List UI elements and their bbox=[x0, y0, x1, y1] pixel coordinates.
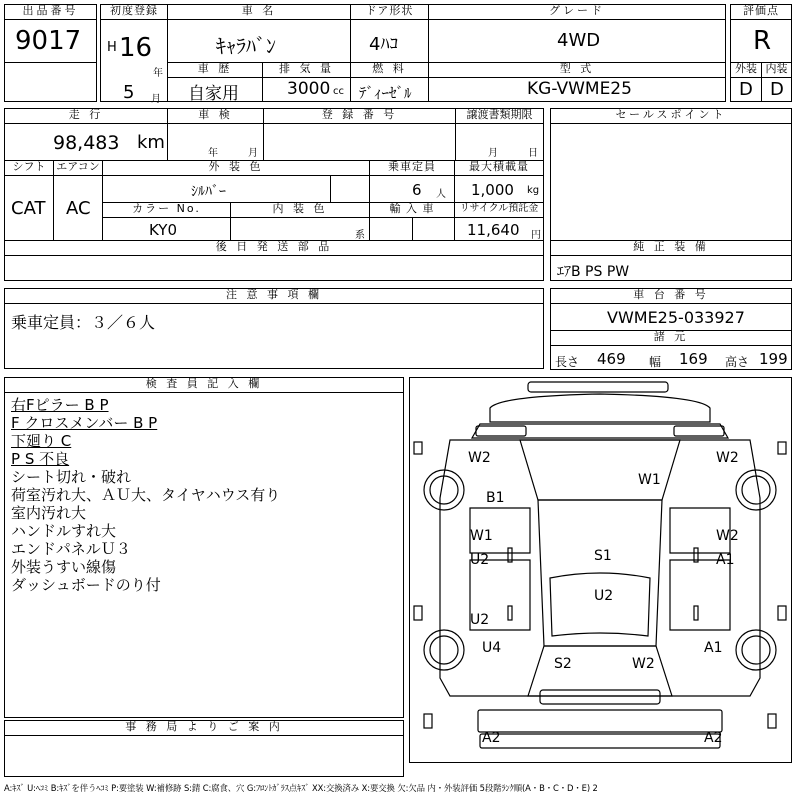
transfer-label: 譲渡書類期限 bbox=[455, 108, 544, 124]
inspector-note: シート切れ・破れ bbox=[11, 468, 132, 486]
genuine-label: 純 正 装 備 bbox=[550, 240, 792, 256]
recycle-label: リサイクル預託金 bbox=[454, 202, 544, 218]
mark-w2-top-left: W2 bbox=[468, 450, 491, 466]
length-label: 長さ bbox=[555, 355, 580, 369]
mark-s2: S2 bbox=[554, 656, 572, 672]
reg-year: 16 bbox=[119, 33, 153, 63]
mileage: 98,483 bbox=[53, 132, 120, 154]
exterior-score: D bbox=[739, 79, 753, 100]
fuel-label: 燃 料 bbox=[350, 62, 429, 78]
car-outline-drawing bbox=[410, 378, 791, 762]
mileage-label: 走 行 bbox=[4, 108, 168, 124]
model-cell bbox=[428, 77, 726, 102]
car-name: ｷｬﾗﾊﾞﾝ bbox=[216, 34, 276, 58]
car-name-cell bbox=[167, 19, 351, 63]
int-color-cell bbox=[230, 217, 370, 241]
recycle-unit: 円 bbox=[531, 230, 541, 241]
mileage-unit: km bbox=[137, 132, 165, 153]
year-unit: 年 bbox=[153, 68, 163, 79]
mileage-cell bbox=[4, 123, 168, 161]
lot-no-blank bbox=[4, 62, 97, 102]
door-cell bbox=[350, 19, 429, 63]
height: 199 bbox=[759, 350, 788, 368]
ext-color-cell-2 bbox=[330, 175, 370, 203]
displacement-cell bbox=[262, 77, 351, 102]
genuine-cell bbox=[550, 255, 792, 281]
first-reg-label: 初度登録 bbox=[100, 4, 168, 20]
history: 自家用 bbox=[188, 84, 239, 104]
dims-label: 諸 元 bbox=[550, 330, 792, 346]
capacity-label: 乗車定員 bbox=[369, 160, 455, 176]
notes-text: 乗車定員：３／６人 bbox=[11, 313, 156, 332]
mark-u2-center: U2 bbox=[594, 588, 614, 604]
mark-u2-left-2: U2 bbox=[470, 612, 490, 628]
sales-point-label: セールスポイント bbox=[550, 108, 792, 124]
first-reg-cell bbox=[100, 19, 168, 105]
import-cell-2 bbox=[412, 217, 455, 241]
later-parts-cell bbox=[4, 255, 544, 281]
inspector-note: 荷室汚れ大、ＡＵ大、タイヤハウス有り bbox=[11, 486, 281, 504]
reg-month: 5 bbox=[123, 82, 135, 103]
insp-month-unit: 月 bbox=[248, 148, 258, 159]
vehicle-damage-diagram bbox=[409, 377, 792, 763]
car-name-label: 車 名 bbox=[167, 4, 351, 20]
model-label: 型 式 bbox=[428, 62, 726, 78]
mark-a2-left: A2 bbox=[482, 730, 501, 746]
exterior-cell bbox=[730, 77, 762, 102]
color-no-cell bbox=[102, 217, 231, 241]
inspector-note: 室内汚れ大 bbox=[11, 504, 87, 522]
displacement: 3000 bbox=[287, 79, 331, 99]
inspector-note: F クロスメンバー B P bbox=[11, 414, 158, 432]
inspector-note: 外装うすい線傷 bbox=[11, 558, 117, 576]
door-type: 4ﾊｺ bbox=[369, 34, 399, 55]
import-cell-1 bbox=[369, 217, 413, 241]
dims-cell bbox=[550, 345, 792, 370]
int-color-label: 内 装 色 bbox=[230, 202, 370, 218]
displacement-label: 排 気 量 bbox=[262, 62, 351, 78]
inspection-cell bbox=[167, 123, 264, 161]
lot-no-cell bbox=[4, 19, 97, 63]
color-no: KY0 bbox=[149, 221, 178, 239]
shift: CAT bbox=[11, 198, 46, 219]
ac-label: エアコン bbox=[53, 160, 103, 176]
chassis-label: 車 台 番 号 bbox=[550, 288, 792, 304]
recycle-deposit: 11,640 bbox=[467, 221, 520, 239]
grade-cell bbox=[428, 19, 726, 63]
capacity-unit: 人 bbox=[436, 189, 446, 200]
month-unit: 月 bbox=[151, 94, 161, 105]
grade-label: グレード bbox=[428, 4, 726, 20]
office-label: 事 務 局 よ り ご 案 内 bbox=[4, 720, 404, 736]
transfer-month-unit: 月 bbox=[488, 148, 498, 159]
mark-u4: U4 bbox=[482, 640, 502, 656]
mark-w2-right: W2 bbox=[716, 528, 739, 544]
height-label: 高さ bbox=[725, 355, 750, 369]
width-label: 幅 bbox=[649, 355, 662, 369]
lot-no-label: 出品番号 bbox=[4, 4, 97, 20]
inspector-cell bbox=[4, 392, 404, 718]
fuel: ﾃﾞｨｰｾﾞﾙ bbox=[359, 84, 412, 102]
reg-no-label: 登 録 番 号 bbox=[263, 108, 456, 124]
mark-s1: S1 bbox=[594, 548, 612, 564]
grade: 4WD bbox=[557, 30, 601, 51]
sales-point-cell bbox=[550, 123, 792, 241]
displacement-unit: cc bbox=[333, 86, 344, 97]
score: R bbox=[753, 26, 772, 56]
mark-a1-right-1: A1 bbox=[716, 552, 735, 568]
mark-w1-left: W1 bbox=[470, 528, 493, 544]
inspector-note: ハンドルすれ大 bbox=[11, 522, 117, 540]
max-load-label: 最大積載量 bbox=[454, 160, 544, 176]
fuel-cell bbox=[350, 77, 429, 102]
score-label: 評価点 bbox=[730, 4, 792, 20]
mark-w1-top: W1 bbox=[638, 472, 661, 488]
import-label: 輸 入 車 bbox=[369, 202, 455, 218]
ext-color: ｼﾙﾊﾞｰ bbox=[191, 184, 226, 200]
office-cell bbox=[4, 735, 404, 777]
history-cell bbox=[167, 77, 263, 102]
transfer-cell bbox=[455, 123, 544, 161]
history-label: 車 歴 bbox=[167, 62, 263, 78]
inspector-label: 検 査 員 記 入 欄 bbox=[4, 377, 404, 393]
transfer-day-unit: 日 bbox=[528, 148, 538, 159]
interior-label: 内装 bbox=[761, 62, 792, 78]
capacity: 6 bbox=[412, 181, 422, 199]
lot-no: 9017 bbox=[15, 26, 82, 56]
shift-label: シフト bbox=[4, 160, 54, 176]
inspector-note: ダッシュボードのり付 bbox=[11, 576, 161, 594]
ac-cell bbox=[53, 175, 103, 241]
inspector-note: P S 不良 bbox=[11, 450, 70, 468]
interior-cell bbox=[761, 77, 792, 102]
genuine-equipment: ｴｱB PS PW bbox=[557, 264, 630, 280]
max-load: 1,000 bbox=[471, 181, 514, 199]
inspector-note: 下廻り C bbox=[11, 432, 72, 450]
chassis-no: VWME25-033927 bbox=[607, 308, 745, 327]
color-no-label: カラー No. bbox=[102, 202, 231, 218]
shift-cell bbox=[4, 175, 54, 241]
mark-a1-right-2: A1 bbox=[704, 640, 723, 656]
inspection-label: 車 検 bbox=[167, 108, 264, 124]
later-parts-label: 後 日 発 送 部 品 bbox=[4, 240, 544, 256]
chassis-cell bbox=[550, 303, 792, 331]
mark-w2-bottom: W2 bbox=[632, 656, 655, 672]
recycle-cell bbox=[454, 217, 544, 241]
inspector-notes bbox=[11, 396, 399, 594]
mark-b1: B1 bbox=[486, 490, 505, 506]
inspector-note: エンドパネルＵ３ bbox=[11, 540, 131, 558]
width: 169 bbox=[679, 350, 708, 368]
reg-no-cell bbox=[263, 123, 456, 161]
insp-year-unit: 年 bbox=[208, 148, 218, 159]
capacity-cell bbox=[369, 175, 455, 203]
header-section bbox=[4, 4, 792, 105]
exterior-label: 外装 bbox=[730, 62, 762, 78]
int-color-unit: 系 bbox=[355, 230, 365, 241]
ac: AC bbox=[66, 198, 91, 219]
interior-score: D bbox=[770, 79, 784, 100]
mark-a2-right: A2 bbox=[704, 730, 723, 746]
mark-w2-top-right: W2 bbox=[716, 450, 739, 466]
mark-u2-left-1: U2 bbox=[470, 552, 490, 568]
notes-label: 注 意 事 項 欄 bbox=[4, 288, 544, 304]
era: H bbox=[107, 40, 117, 55]
length: 469 bbox=[597, 350, 626, 368]
max-load-unit: kg bbox=[527, 185, 540, 196]
model: KG-VWME25 bbox=[527, 79, 632, 99]
inspector-note: 右Fピラー B P bbox=[11, 396, 109, 414]
ext-color-cell bbox=[102, 175, 331, 203]
ext-color-label: 外 装 色 bbox=[102, 160, 370, 176]
legend: A:ｷｽﾞ U:ﾍｺﾐ B:ｷｽﾞを伴うﾍｺﾐ P:要塗装 W:補修跡 S:錆 C:腐食、穴 G:ﾌﾛﾝﾄｶﾞﾗｽ点ｷｽﾞ XX:交換済み X:要交換 欠:欠品 内・外装評価 5段階ﾗﾝｸ順(A・B・C・D・E) 2 bbox=[4, 783, 598, 793]
max-load-cell bbox=[454, 175, 544, 203]
score-cell bbox=[730, 19, 792, 63]
notes-cell bbox=[4, 303, 544, 369]
door-label: ドア形状 bbox=[350, 4, 429, 20]
